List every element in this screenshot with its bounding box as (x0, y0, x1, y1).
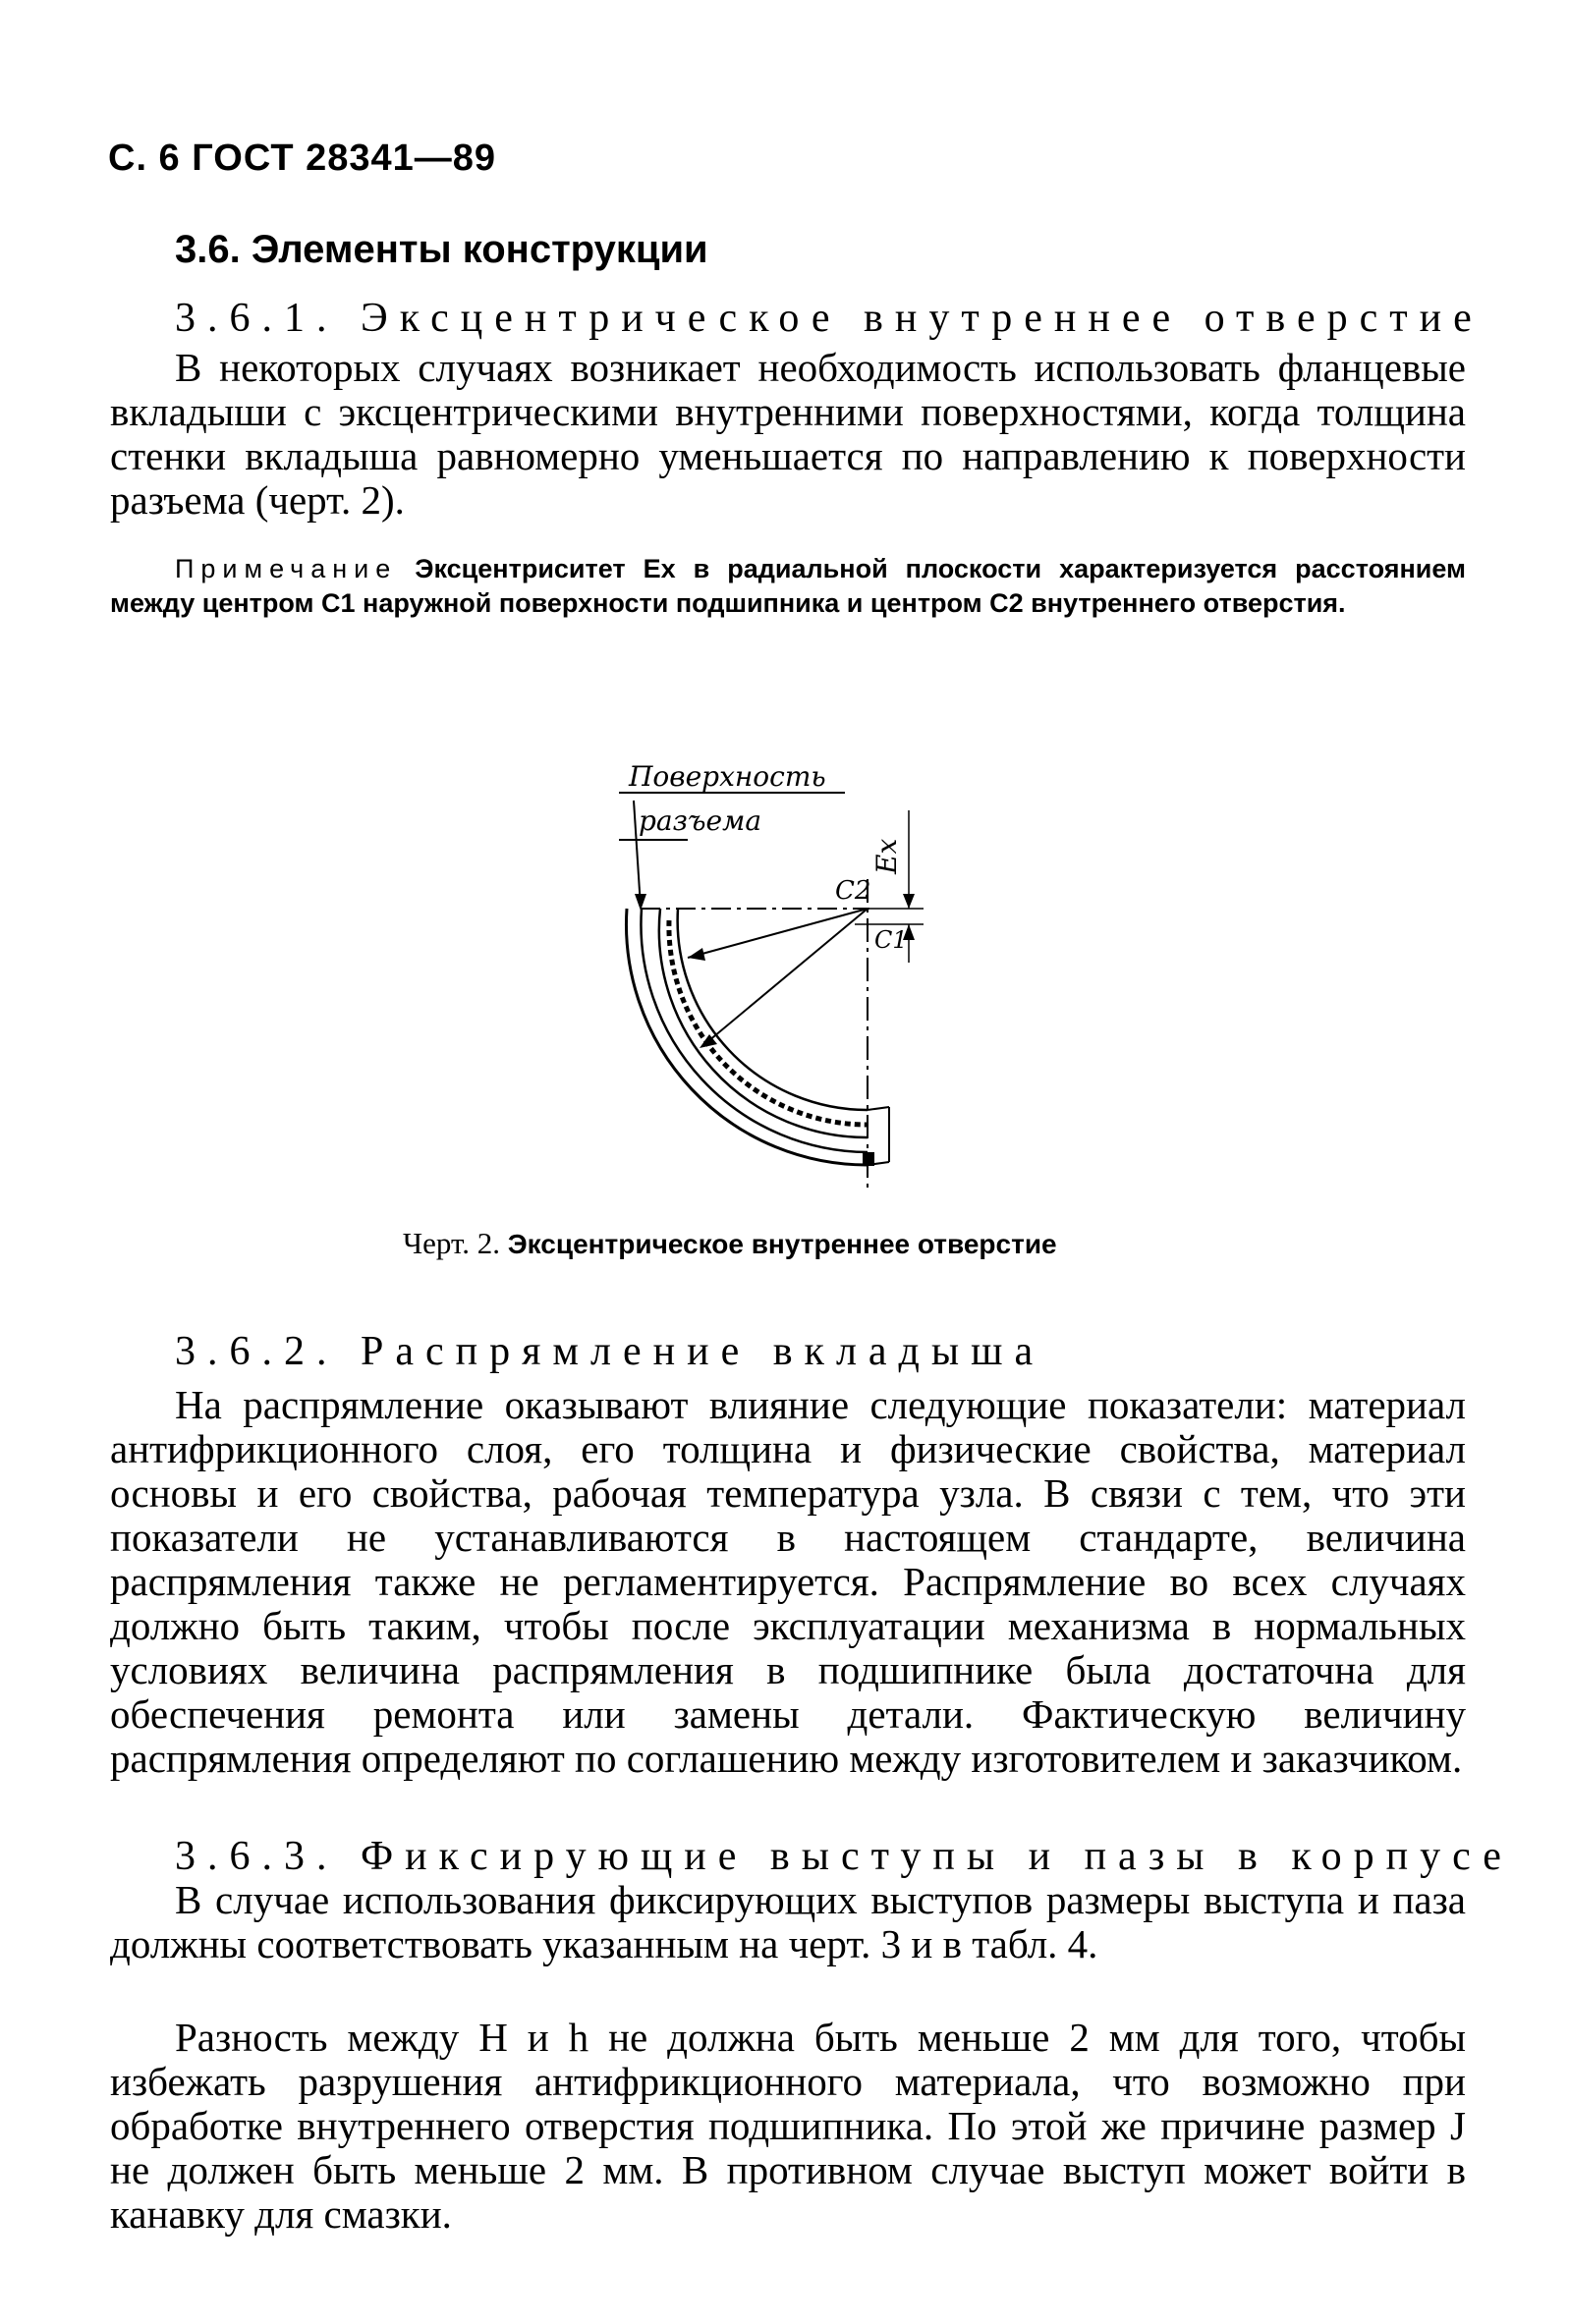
note-block (110, 552, 1466, 621)
paragraph-3-6-2: На распрямление оказывают влияние следующие показатели: материал антифрикционного слоя, его толщина и физические свойства, материал основы и его свойства, рабочая температура узла. В связи с тем, что эти показатели не устанавливаются в настоящем стандарте, величина распрямления также не регламентируется. Распрямление во всех случаях должно быть таким, чтобы после эксплуатации механизма в нормальных условиях величина распрямления в подшипнике была достаточна для обеспечения ремонта или замены детали. Фактическую величину распрямления определяют по соглашению между изготовителем и заказчиком. (110, 1382, 1466, 1781)
figure-label-surface: Поверхность (629, 760, 826, 793)
eccentric-bore-figure (550, 751, 963, 1213)
figure-label-joint: разъема (639, 804, 762, 837)
paragraph-3-6-1: В некоторых случаях возникает необходимость использовать фланцевые вкладыши с эксцентрическими внутренними поверхностями, когда толщина стенки вкладыша равномерно уменьшается по направлению к поверхности разъема (черт. 2). (110, 345, 1466, 523)
page-header: С. 6 ГОСТ 28341—89 (108, 138, 497, 179)
subsection-title-3-6-2: 3.6.2. Распрямление вкладыша (175, 1329, 1045, 1374)
figure-label-ex: Ex (870, 838, 903, 874)
note-label: Примечание (175, 554, 398, 583)
subsection-title-3-6-1: 3.6.1. Эксцентрическое внутреннее отверстие (175, 296, 1484, 341)
section-heading: 3.6. Элементы конструкции (175, 228, 708, 271)
paragraph-3-6-3-a: В случае использования фиксирующих выступов размеры выступа и паза должны соответствовать указанным на черт. 3 и в табл. 4. (110, 1877, 1466, 1966)
figure-label-c2: C2 (835, 876, 871, 906)
figure-caption (403, 1226, 1287, 1261)
subsection-title-3-6-3: 3.6.3. Фиксирующие выступы и пазы в корпусе (175, 1834, 1513, 1879)
paragraph-3-6-3-b: Разность между H и h не должна быть меньше 2 мм для того, чтобы избежать разрушения антифрикционного материала, что возможно при обработке внутреннего отверстия подшипника. По этой же причине размер J не должен быть меньше 2 мм. В противном случае выступ может войти в канавку для смазки. (110, 2015, 1466, 2237)
figure-label-c1: C1 (874, 926, 908, 954)
caption-prefix: Черт. 2. (403, 1226, 500, 1260)
caption-text: Эксцентрическое внутреннее отверстие (507, 1229, 1057, 1259)
note-text: Эксцентриситет Ex в радиальной плоскости характеризуется расстоянием между центром C1 наружной поверхности подшипника и центром C2 внутреннего отверстия. (110, 554, 1466, 618)
